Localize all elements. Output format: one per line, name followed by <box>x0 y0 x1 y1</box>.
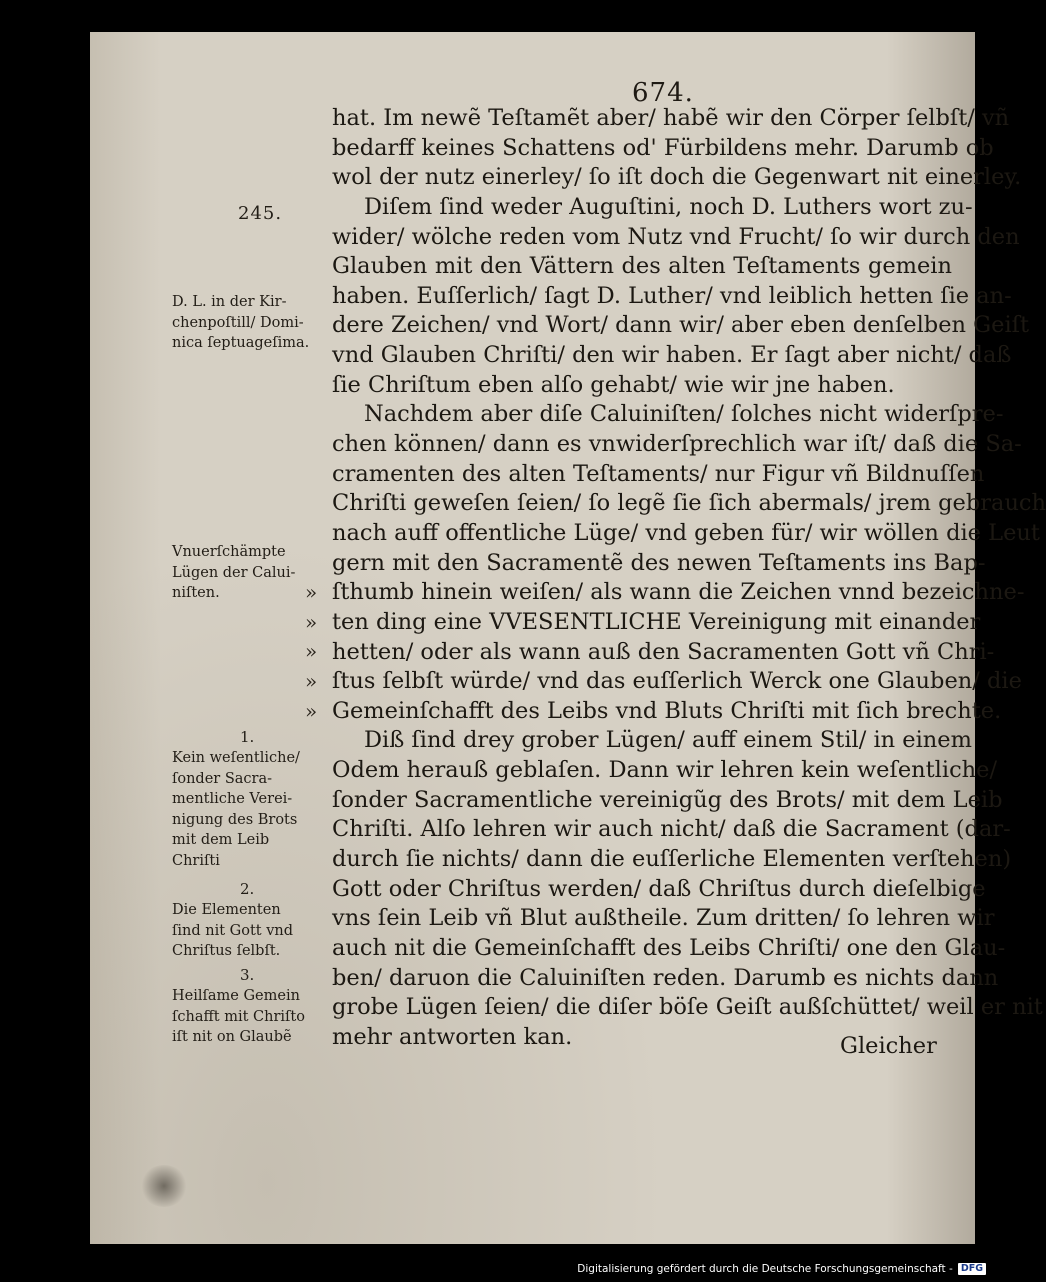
text-line: auch nit die Gemeinſchafft des Leibs Chriſti/ one den Glau- <box>332 934 1006 961</box>
text-line: Gemeinſchafft des Leibs vnd Bluts Chriſti mit ſich brechte. <box>332 697 1002 724</box>
marginal-line: D. L. in der Kir- <box>172 294 287 310</box>
main-text-block <box>332 104 1046 1053</box>
marginal-point-number: 1. <box>240 728 255 746</box>
marginal-line: nigung des Brots <box>172 811 298 828</box>
quote-marks-column <box>305 578 317 726</box>
text-line: ten ding eine VVESENTLICHE Vereinigung mit einander <box>332 608 981 635</box>
text-line: wider/ wölche reden vom Nutz vnd Frucht/ ſo wir durch den <box>332 223 1020 250</box>
text-line: Diß ſind drey grober Lügen/ auff einem Stil/ in einem <box>364 727 972 754</box>
text-line: Diſem ſind weder Auguſtini, noch D. Luthers wort zu- <box>364 193 973 220</box>
text-line: gern mit den Sacramentẽ des newen Teſtaments ins Bap- <box>332 549 986 576</box>
marginal-line: mentliche Verei- <box>172 791 293 807</box>
marginal-point-number: 2. <box>240 880 255 898</box>
text-line: ben/ daruon die Caluiniſten reden. Darumb es nichts dann <box>332 964 999 991</box>
marginal-line: iſt nit on Glaubẽ <box>172 1029 292 1045</box>
marginal-line: ſchafft mit Chriſto <box>172 1008 305 1025</box>
text-line: vns ſein Leib vñ Blut außtheile. Zum dritten/ ſo lehren wir <box>332 905 995 932</box>
marginal-line: ſonder Sacra- <box>172 770 273 787</box>
text-line: Odem herauß geblaſen. Dann wir lehren kein weſentliche/ <box>332 757 998 784</box>
text-line: nach auff offentliche Lüge/ vnd geben für/ wir wöllen die Leut <box>332 519 1040 546</box>
marginal-line: mit dem Leib <box>172 832 270 848</box>
text-line: Chriſti geweſen ſeien/ ſo legẽ ſie ſich abermals/ jrem gebrauch <box>332 490 1046 517</box>
marginal-line: Die Elementen <box>172 902 281 918</box>
quote-mark: » <box>305 668 318 693</box>
text-line: wol der nutz einerley/ ſo iſt doch die Gegenwart nit einerley. <box>332 164 1022 191</box>
text-line: ſtus ſelbſt würde/ vnd das euſſerlich Werck one Glauben/ die <box>332 668 1022 695</box>
dfg-logo: DFG <box>958 1263 986 1275</box>
marginal-point-3 <box>172 986 330 1048</box>
text-line: ſie Chriſtum eben alſo gehabt/ wie wir jne haben. <box>332 371 895 398</box>
marginal-point-2 <box>172 900 330 962</box>
text-line: Gott oder Chriſtus werden/ daß Chriſtus durch dieſelbige <box>332 875 986 902</box>
marginal-line: Kein weſentliche/ <box>172 750 300 766</box>
digitization-footer <box>577 1263 986 1275</box>
text-line: grobe Lügen ſeien/ die diſer böſe Geiſt außſchüttet/ weil er nit <box>332 994 1043 1021</box>
text-line: haben. Euſſerlich/ ſagt D. Luther/ vnd leiblich hetten ſie an- <box>332 282 1012 309</box>
text-line: durch ſie nichts/ dann die euſſerliche Elementen verſtehen) <box>332 846 1012 873</box>
marginal-reference-number: 245. <box>238 203 283 224</box>
catchword: Gleicher <box>840 1033 937 1059</box>
marginal-line: Vnuerſchämpte <box>172 544 286 560</box>
quote-mark: » <box>305 580 318 604</box>
marginal-point-1 <box>172 748 330 871</box>
text-line: mehr antworten kan. <box>332 1023 573 1050</box>
text-line: Glauben mit den Vättern des alten Teſtaments gemein <box>332 253 952 280</box>
marginal-line: ſind nit Gott vnd <box>172 922 294 939</box>
page-number: 674. <box>632 78 694 108</box>
text-line: bedarff keines Schattens od' Fürbildens mehr. Darumb ob <box>332 134 994 161</box>
text-line: Chriſti. Alſo lehren wir auch nicht/ daß die Sacrament (dar- <box>332 816 1011 843</box>
marginal-line: Lügen der Calui- <box>172 564 296 581</box>
footer-credit: Digitalisierung gefördert durch die Deutsche Forschungsgemeinschaft - <box>577 1263 953 1275</box>
text-line: hetten/ oder als wann auß den Sacramenten Gott vñ Chri- <box>332 638 995 665</box>
marginal-line: Chriſtus ſelbſt. <box>172 943 281 959</box>
marginal-line: niſten. <box>172 585 220 601</box>
text-line: chen können/ dann es vnwiderſprechlich war iſt/ daß die Sa- <box>332 431 1022 458</box>
text-line: Nachdem aber diſe Caluiniſten/ ſolches nicht widerſpre- <box>364 401 1004 428</box>
text-line: ſthumb hinein weiſen/ als wann die Zeichen vnnd bezeichne- <box>332 579 1025 606</box>
marginal-point-number: 3. <box>240 966 255 984</box>
text-line: cramenten des alten Teſtaments/ nur Figur vñ Bildnuſſen <box>332 460 985 487</box>
marginal-line: Heilſame Gemein <box>172 988 300 1004</box>
marginal-line: Chriſti <box>172 852 220 869</box>
ink-stain <box>140 1165 188 1207</box>
marginal-note-luther <box>172 292 330 354</box>
marginal-line: nica ſeptuageſima. <box>172 335 310 351</box>
quote-mark: » <box>305 639 318 664</box>
marginal-line: chenpoſtill/ Domi- <box>172 314 304 331</box>
text-line: dere Zeichen/ vnd Wort/ dann wir/ aber eben denſelben Geiſt <box>332 312 1030 339</box>
text-line: hat. Im newẽ Teſtamẽt aber/ habẽ wir den Cörper ſelbſt/ vñ <box>332 105 1010 131</box>
quote-mark: » <box>305 698 318 723</box>
text-line: ſonder Sacramentliche vereinigũg des Brots/ mit dem Leib <box>332 786 1003 813</box>
text-line: vnd Glauben Chriſti/ den wir haben. Er ſagt aber nicht/ daß <box>332 342 1012 369</box>
quote-mark: » <box>305 609 318 634</box>
